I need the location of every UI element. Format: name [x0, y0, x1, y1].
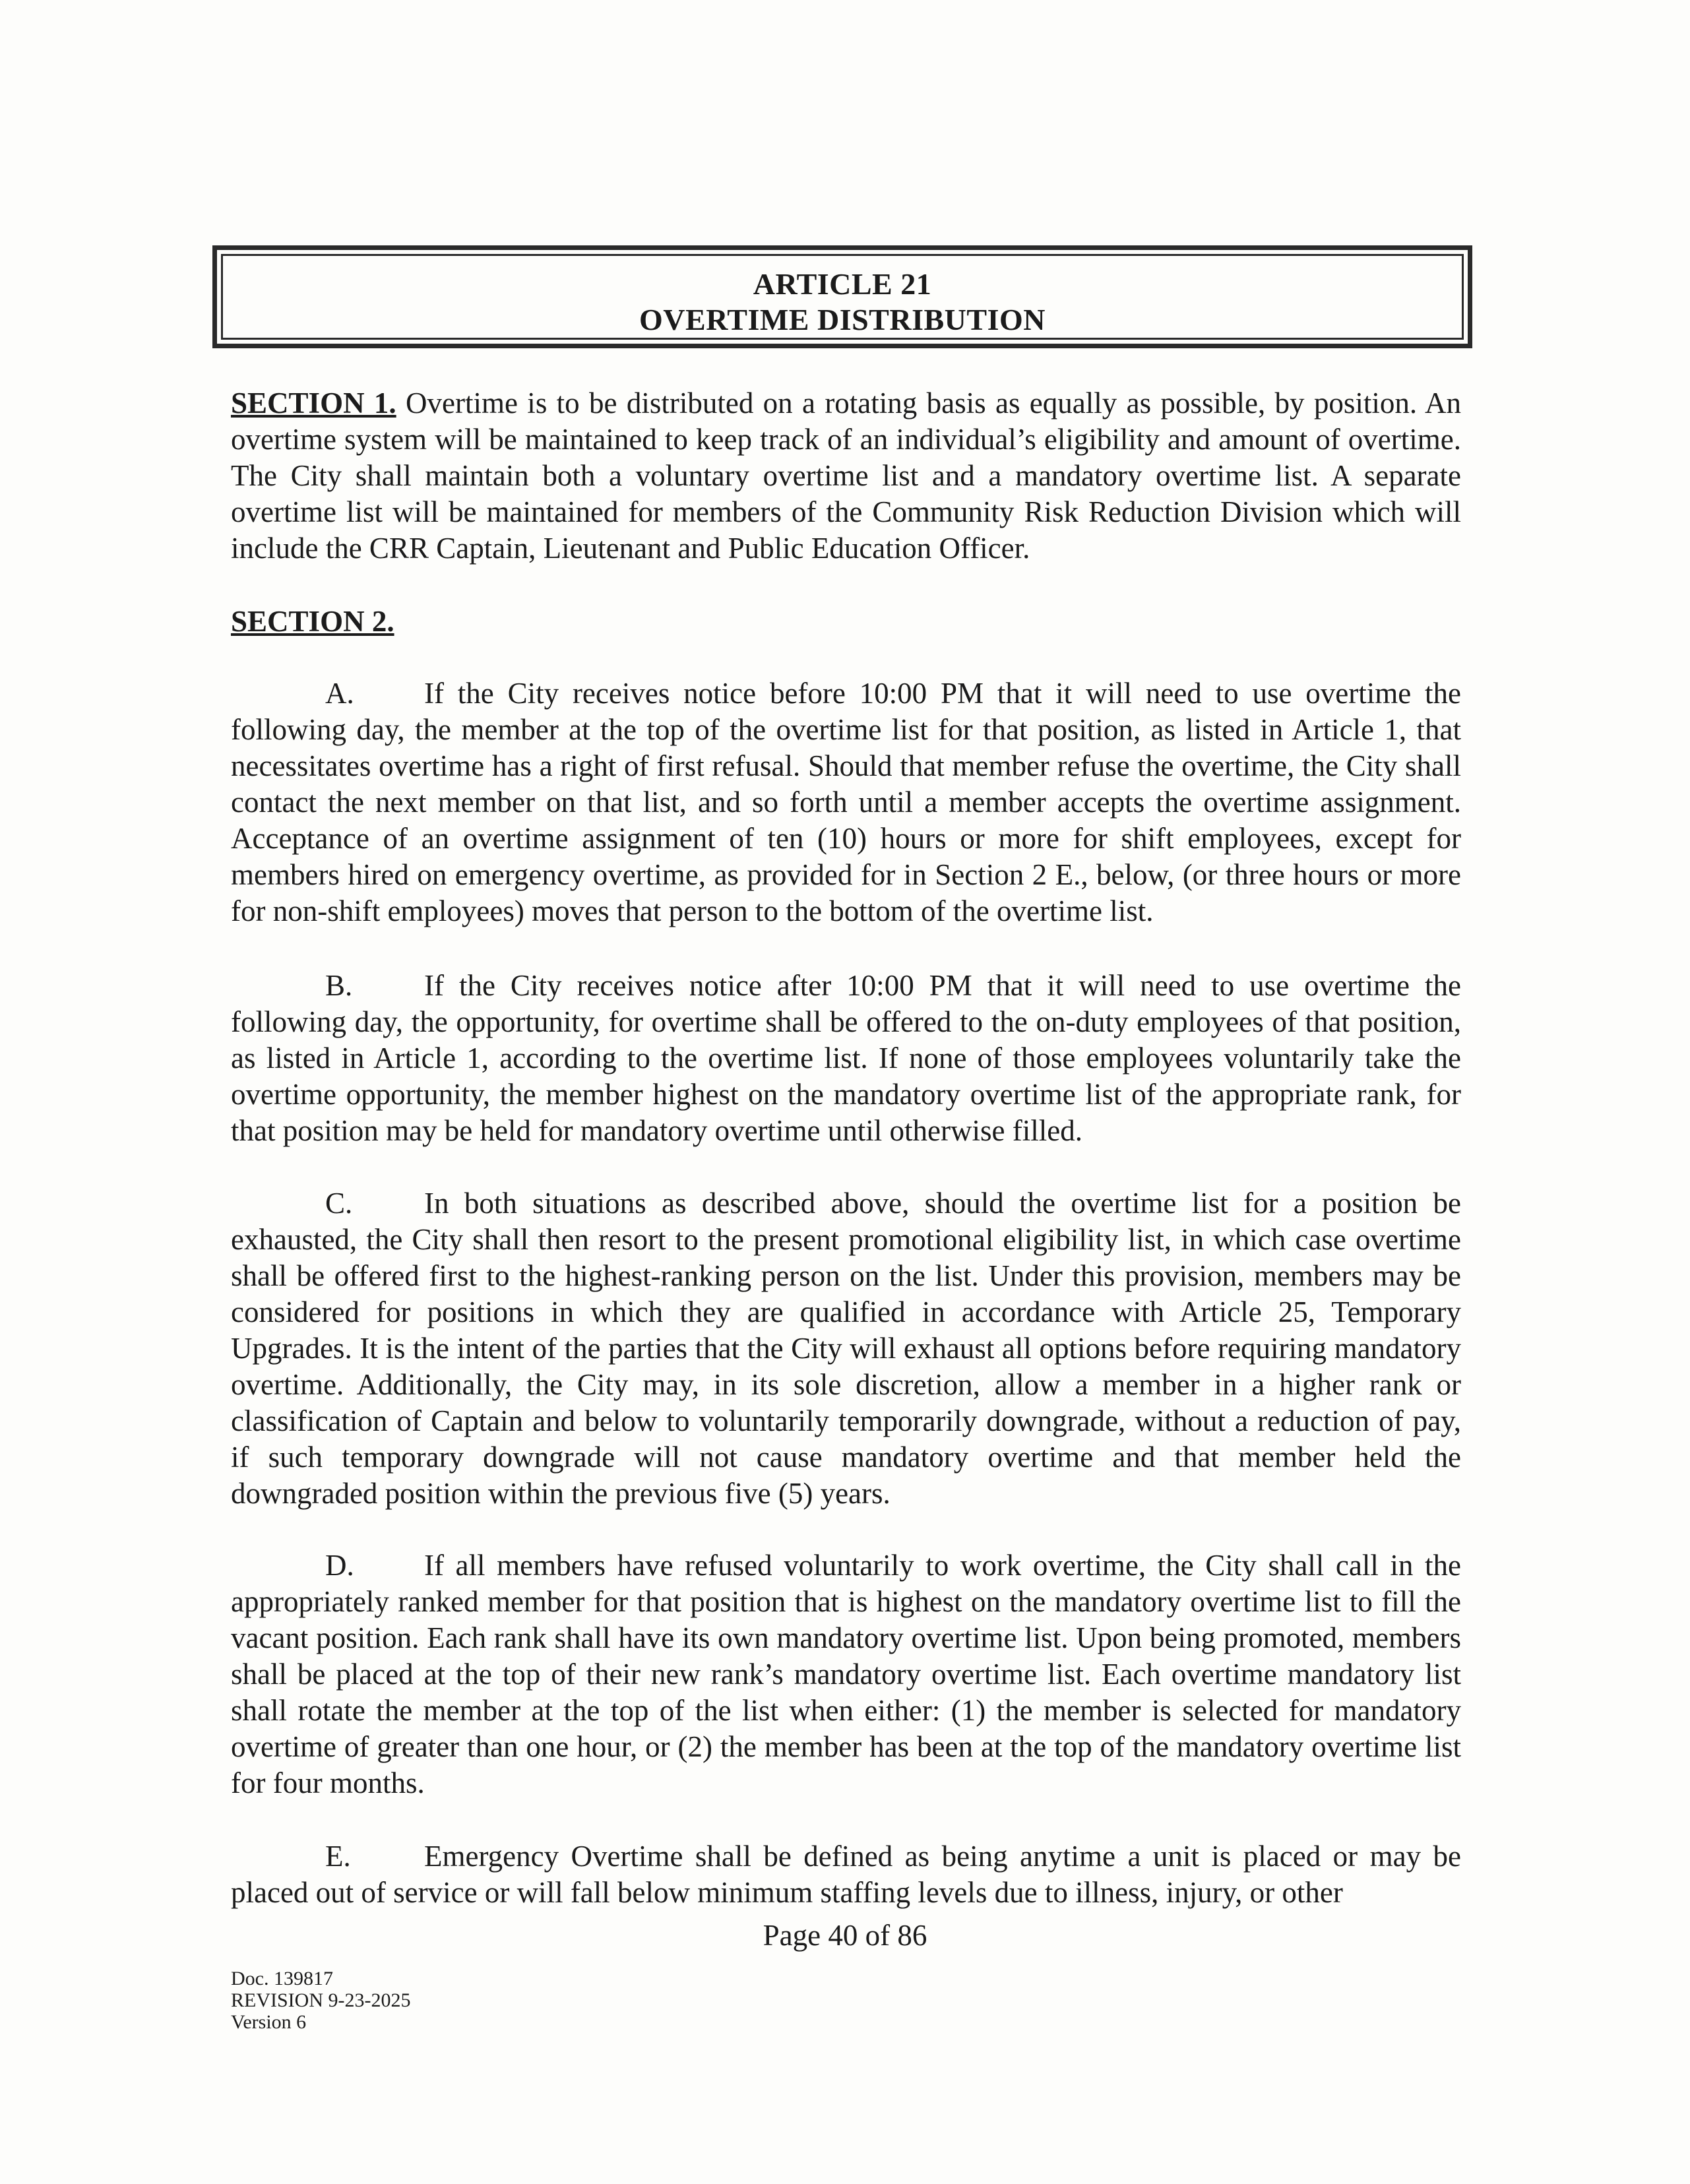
item-c-text: In both situations as described above, should the overtime list for a position be exhausted, the City shall then resort to the present promotional eligibility list, in which case overtime shall be offered first to the highest-ranking person on the list. Under this provision, members may be considered for positions in which they are qualified in accordance with Article 25, Temporary Upgrades. It is the intent of the parties that the City will exhaust all options before requiring mandatory overtime. Additionally, the City may, in its sole discretion, allow a member in a higher rank or classification of Captain and below to voluntarily temporarily downgrade, without a reduction of pay, if such temporary downgrade will not cause mandatory overtime and that member held the downgraded position within the previous five (5) years.	[231, 1187, 1461, 1510]
section-2-item-c	[231, 1185, 1461, 1512]
item-a-letter: A.	[325, 677, 354, 710]
article-number: ARTICLE 21	[753, 267, 932, 301]
item-a-text: If the City receives notice before 10:00 PM that it will need to use overtime the following day, the member at the top of the overtime list for that position, as listed in Article 1, that necessitates overtime has a right of first refusal. Should that member refuse the overtime, the City shall contact the next member on that list, and so forth until a member accepts the overtime assignment. Acceptance of an overtime assignment of ten (10) hours or more for shift employees, except for members hired on emergency overtime, as provided for in Section 2 E., below, (or three hours or more for non-shift employees) moves that person to the bottom of the overtime list.	[231, 677, 1461, 927]
section-1	[231, 385, 1461, 567]
article-title-box	[212, 245, 1472, 348]
section-2-item-d	[231, 1547, 1461, 1801]
page-number: Page 40 of 86	[763, 1919, 927, 1952]
section-2-item-e	[231, 1838, 1461, 1911]
item-e-text: Emergency Overtime shall be defined as being anytime a unit is placed or may be placed out of service or will fall below minimum staffing levels due to illness, injury, or other	[231, 1840, 1461, 1909]
section-2-heading-block	[231, 604, 1461, 640]
item-b-letter: B.	[325, 969, 353, 1002]
doc-number: Doc. 139817	[231, 1968, 333, 1989]
doc-revision: REVISION 9-23-2025	[231, 1989, 411, 2011]
section-2-item-a	[231, 675, 1461, 929]
section-2-heading: SECTION 2.	[231, 605, 394, 638]
item-b-text: If the City receives notice after 10:00 PM that it will need to use overtime the following day, the opportunity, for overtime shall be offered to the on-duty employees of that position, as listed in Article 1, according to the overtime list. If none of those employees voluntarily take the overtime opportunity, the member highest on the mandatory overtime list of the appropriate rank, for that position may be held for mandatory overtime until otherwise filled.	[231, 969, 1461, 1147]
doc-version: Version 6	[231, 2011, 307, 2033]
section-1-text: Overtime is to be distributed on a rotating basis as equally as possible, by position. An overtime system will be maintained to keep track of an individual’s eligibility and amount of overtime. The City shall maintain both a voluntary overtime list and a mandatory overtime list. A separate overtime list will be maintained for members of the Community Risk Reduction Division which will include the CRR Captain, Lieutenant and Public Education Officer.	[231, 387, 1462, 565]
document-info	[231, 1968, 410, 2033]
section-2-item-b	[231, 968, 1461, 1149]
section-1-heading: SECTION 1.	[231, 387, 396, 420]
article-title-inner-border	[221, 254, 1464, 340]
item-c-letter: C.	[325, 1187, 353, 1220]
item-e-letter: E.	[325, 1840, 351, 1873]
item-d-letter: D.	[325, 1549, 354, 1582]
article-title: OVERTIME DISTRIBUTION	[639, 303, 1046, 336]
item-d-text: If all members have refused voluntarily to work overtime, the City shall call in the appropriately ranked member for that position that is highest on the mandatory overtime list to fill the vacant position. Each rank shall have its own mandatory overtime list. Upon being promoted, members shall be placed at the top of their new rank’s mandatory overtime list. Each overtime mandatory list shall rotate the member at the top of the list when either: (1) the member is selected for mandatory overtime of greater than one hour, or (2) the member has been at the top of the mandatory overtime list for four months.	[231, 1549, 1461, 1799]
